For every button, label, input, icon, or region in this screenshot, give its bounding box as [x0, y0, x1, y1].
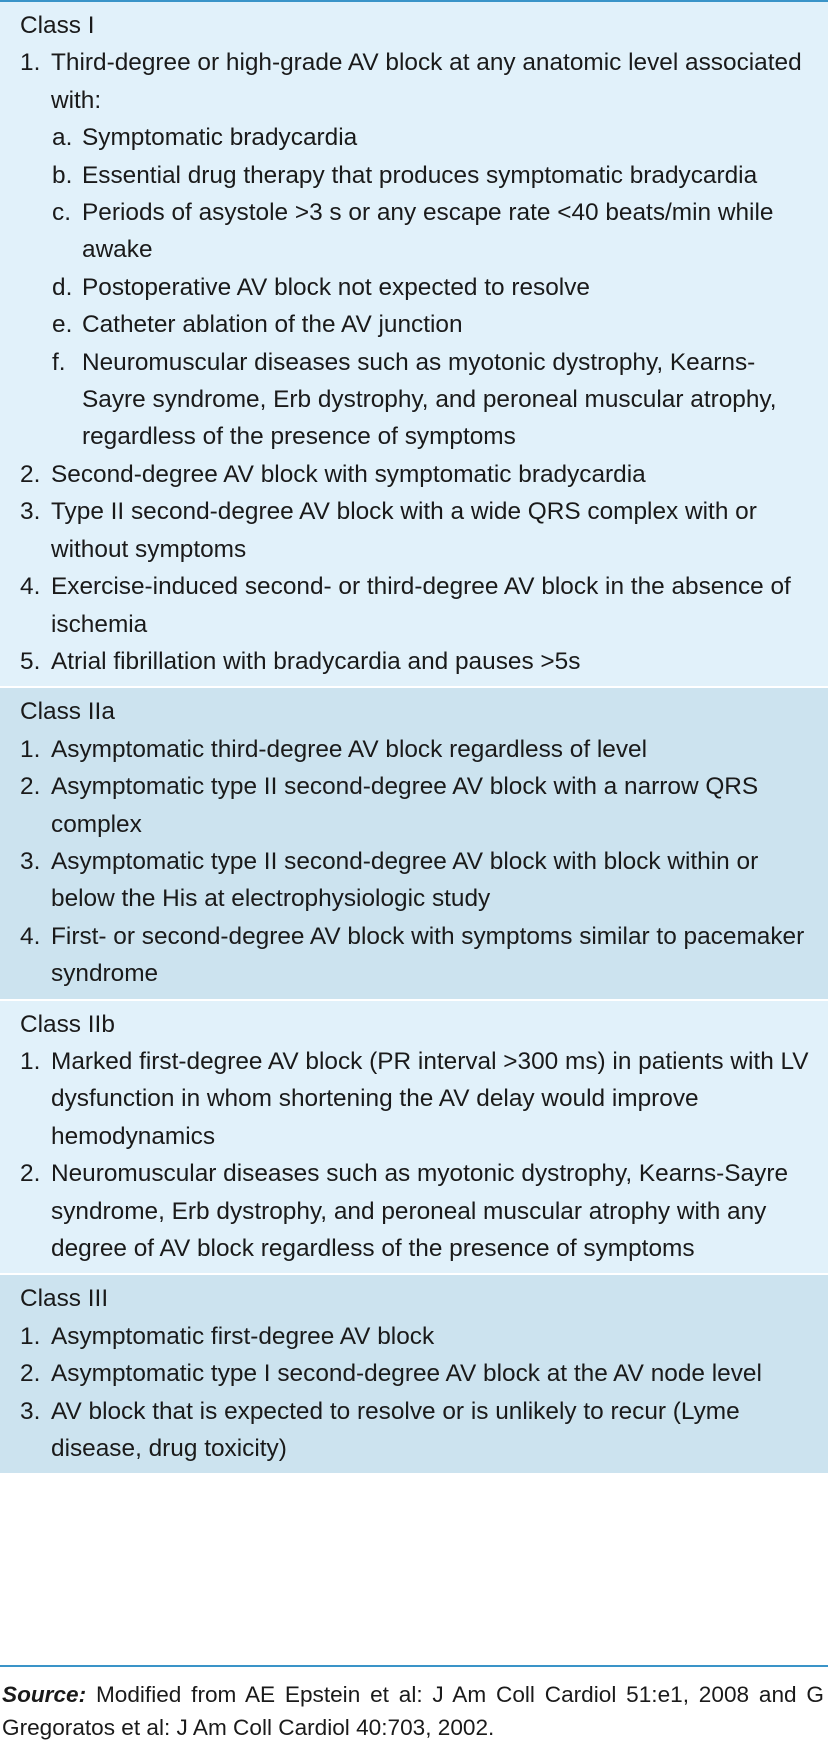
item-text: Asymptomatic type I second-degree AV block at the AV node level: [51, 1360, 762, 1388]
sub-item-text: Essential drug therapy that produces symptomatic bradycardia: [82, 161, 758, 189]
item-number: 3.: [20, 1397, 41, 1425]
item-number: 3.: [20, 498, 41, 526]
item-number: 5.: [20, 647, 41, 675]
item-text: Atrial fibrillation with bradycardia and pauses >5s: [51, 647, 581, 675]
list-item: [20, 768, 818, 843]
list-item: [20, 843, 818, 918]
item-text: Neuromuscular diseases such as myotonic dystrophy, Kearns-Sayre syndrome, Erb dystrophy, and peroneal muscular atrophy with any degree of AV block regardless of the presence of symptoms: [51, 1160, 789, 1262]
list-item: [20, 568, 818, 643]
source-label: Source:: [2, 1682, 87, 1707]
item-number: 2.: [20, 1160, 41, 1188]
source-note: [0, 1665, 828, 1744]
list-item: [20, 1318, 818, 1355]
sub-item-text: Periods of asystole >3 s or any escape rate <40 beats/min while awake: [82, 199, 774, 264]
list-item: [20, 918, 818, 993]
list-item: [20, 456, 818, 493]
item-number: 2.: [20, 1360, 41, 1388]
list-item: [20, 1155, 818, 1267]
section-title: Class IIb: [20, 1010, 115, 1038]
item-number: 4.: [20, 573, 41, 601]
item-text: Second-degree AV block with symptomatic bradycardia: [51, 460, 646, 488]
sub-item: [20, 157, 818, 194]
item-text: First- or second-degree AV block with symptoms similar to pacemaker syndrome: [51, 922, 805, 988]
item-number: 3.: [20, 847, 41, 875]
section-class-iib: [0, 1001, 828, 1276]
sub-item-letter: c.: [52, 199, 71, 227]
section-title: Class I: [20, 12, 95, 39]
sub-item-letter: e.: [52, 311, 73, 339]
item-text: Asymptomatic first-degree AV block: [51, 1322, 435, 1350]
sub-item: [20, 119, 818, 156]
sub-item: [20, 306, 818, 343]
sub-item: [20, 269, 818, 306]
item-number: 4.: [20, 922, 41, 950]
sub-item-text: Catheter ablation of the AV junction: [82, 311, 463, 339]
item-text: AV block that is expected to resolve or is unlikely to recur (Lyme disease, drug toxicity): [51, 1397, 740, 1463]
item-number: 2.: [20, 773, 41, 801]
section-class-iia: [0, 688, 828, 1000]
sub-item: [20, 194, 818, 269]
sub-item-letter: f.: [52, 348, 66, 376]
list-item: [20, 731, 818, 768]
section-title: Class IIa: [20, 698, 115, 726]
item-number: 2.: [20, 460, 41, 488]
list-item: [20, 1393, 818, 1468]
item-number: 1.: [20, 1047, 41, 1075]
item-text: Marked first-degree AV block (PR interval >300 ms) in patients with LV dysfunction in whom shortening the AV delay would improve hemodynamics: [51, 1047, 809, 1150]
section-class-iii: [0, 1275, 828, 1475]
section-title: Class III: [20, 1285, 109, 1313]
sub-item: [20, 344, 818, 456]
list-item: [20, 493, 818, 568]
item-number: 1.: [20, 49, 41, 77]
source-text: Modified from AE Epstein et al: J Am Coll Cardiol 51:e1, 2008 and G Gregoratos et al: J Am Coll Cardiol 40:703, 2002.: [2, 1682, 824, 1740]
list-item: [20, 643, 818, 680]
item-number: 1.: [20, 1322, 41, 1350]
sub-item-text: Postoperative AV block not expected to resolve: [82, 273, 590, 301]
list-item: [20, 44, 818, 119]
item-text: Exercise-induced second- or third-degree AV block in the absence of ischemia: [51, 573, 791, 638]
sub-item-letter: b.: [52, 161, 73, 189]
item-text: Type II second-degree AV block with a wide QRS complex with or without symptoms: [51, 498, 757, 563]
sub-item-letter: d.: [52, 273, 73, 301]
sub-item-text: Symptomatic bradycardia: [82, 124, 358, 152]
item-text: Third-degree or high-grade AV block at any anatomic level associated with:: [51, 49, 802, 114]
list-item: [20, 1043, 818, 1155]
item-number: 1.: [20, 735, 41, 763]
item-text: Asymptomatic third-degree AV block regardless of level: [51, 735, 648, 763]
sub-item-letter: a.: [52, 124, 73, 152]
section-class-i: [0, 2, 828, 688]
item-text: Asymptomatic type II second-degree AV block with a narrow QRS complex: [51, 773, 759, 838]
sub-item-text: Neuromuscular diseases such as myotonic dystrophy, Kearns-Sayre syndrome, Erb dystrophy, and peroneal muscular atrophy, regardless of the presence of symptoms: [82, 348, 777, 451]
item-text: Asymptomatic type II second-degree AV block with block within or below the His at electrophysiologic study: [51, 847, 759, 913]
list-item: [20, 1355, 818, 1392]
